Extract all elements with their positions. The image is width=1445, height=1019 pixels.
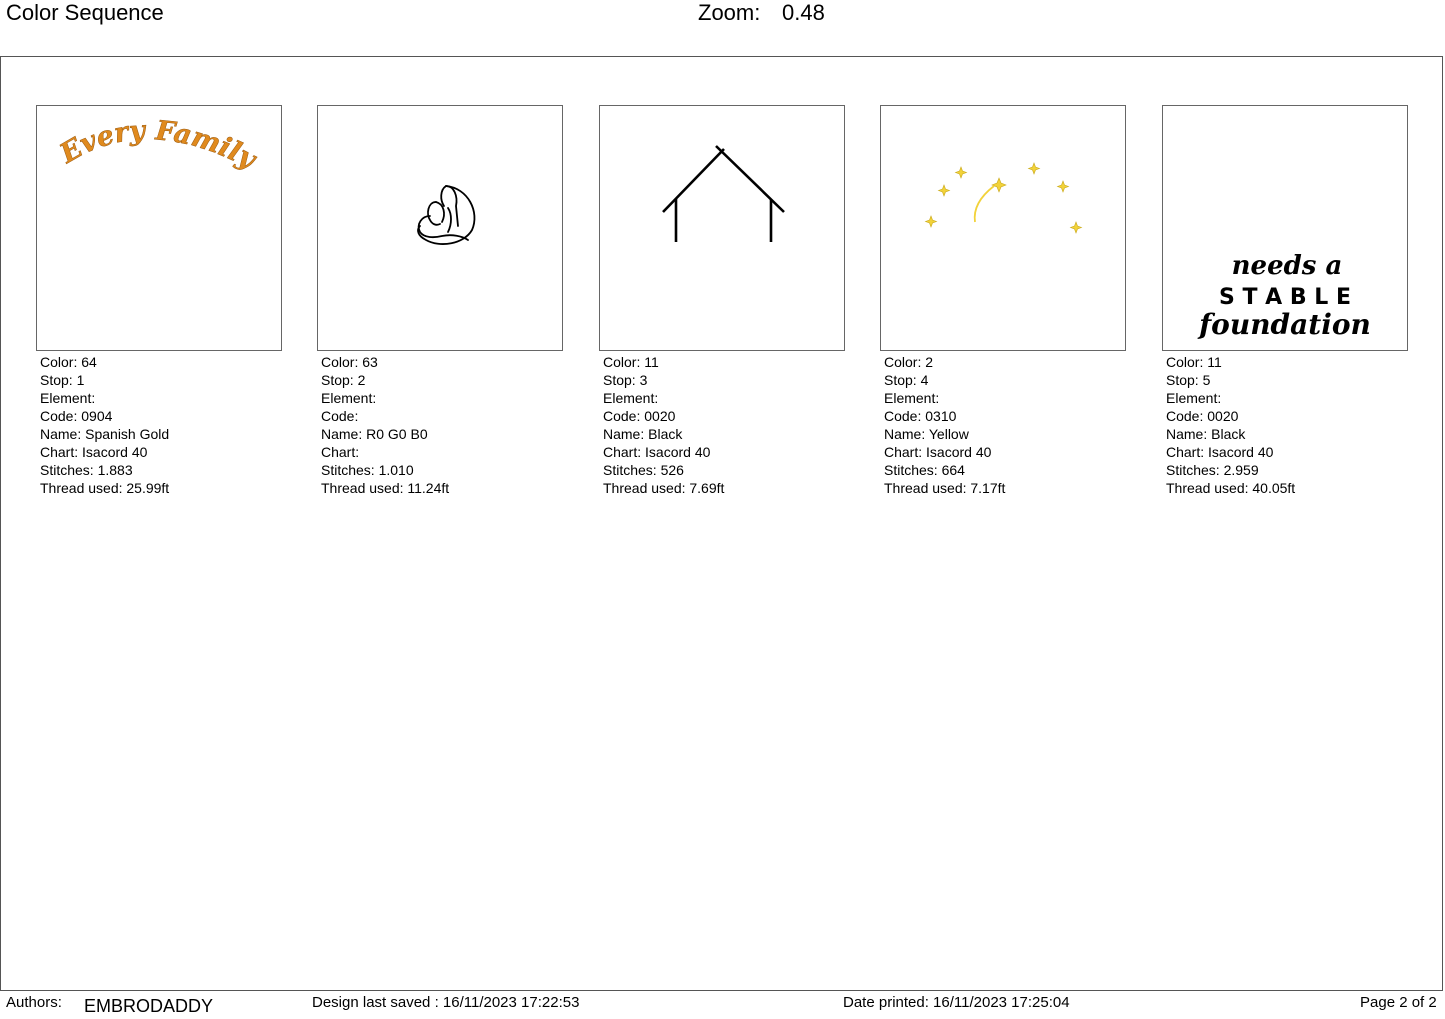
thread-code: Code: 0904 bbox=[40, 408, 113, 424]
thread-used: Thread used: 7.17ft bbox=[884, 480, 1006, 496]
stars-icon bbox=[881, 106, 1125, 350]
stop-number: Stop: 2 bbox=[321, 372, 366, 388]
stop-number: Stop: 3 bbox=[603, 372, 648, 388]
thread-chart: Chart: Isacord 40 bbox=[1166, 444, 1274, 460]
every-family-text-icon bbox=[37, 106, 281, 350]
thread-code: Code: 0020 bbox=[603, 408, 676, 424]
thread-used: Thread used: 25.99ft bbox=[40, 480, 170, 496]
footer-authors-label: Authors: bbox=[6, 994, 62, 1011]
footer-authors-value: EMBRODADDY bbox=[84, 996, 214, 1016]
thread-code: Code: 0020 bbox=[1166, 408, 1239, 424]
stitch-count: Stitches: 1.883 bbox=[40, 462, 133, 478]
zoom-label: Zoom: bbox=[698, 0, 761, 25]
thumbnail-3 bbox=[599, 105, 845, 351]
color-number: Color: 11 bbox=[1166, 354, 1222, 370]
stable-text: S T A B L E bbox=[1219, 285, 1351, 310]
thread-name: Name: R0 G0 B0 bbox=[321, 426, 428, 442]
stop-number: Stop: 5 bbox=[1166, 372, 1211, 388]
thread-used: Thread used: 40.05ft bbox=[1166, 480, 1296, 496]
thread-used: Thread used: 7.69ft bbox=[603, 480, 725, 496]
thread-code: Code: bbox=[321, 408, 359, 424]
info-block-3 bbox=[603, 353, 843, 497]
page-title: Color Sequence bbox=[6, 0, 164, 25]
thumbnail-1 bbox=[36, 105, 282, 351]
thread-chart: Chart: Isacord 40 bbox=[603, 444, 711, 460]
info-block-5 bbox=[1166, 353, 1406, 497]
color-number: Color: 2 bbox=[884, 354, 934, 370]
info-block-2 bbox=[321, 353, 561, 497]
thread-chart: Chart: Isacord 40 bbox=[884, 444, 992, 460]
element-label: Element: bbox=[40, 390, 96, 406]
info-block-4 bbox=[884, 353, 1124, 497]
footer-design-saved: Design last saved : 16/11/2023 17:22:53 bbox=[312, 994, 580, 1011]
element-label: Element: bbox=[884, 390, 940, 406]
thread-name: Name: Yellow bbox=[884, 426, 969, 442]
every-family-text: Every Family bbox=[55, 115, 261, 176]
color-number: Color: 11 bbox=[603, 354, 659, 370]
thread-chart: Chart: Isacord 40 bbox=[40, 444, 148, 460]
stitch-count: Stitches: 2.959 bbox=[1166, 462, 1259, 478]
stop-number: Stop: 4 bbox=[884, 372, 929, 388]
color-number: Color: 63 bbox=[321, 354, 378, 370]
thread-name: Name: Black bbox=[603, 426, 683, 442]
stitch-count: Stitches: 526 bbox=[603, 462, 684, 478]
stitch-count: Stitches: 664 bbox=[884, 462, 965, 478]
element-label: Element: bbox=[1166, 390, 1222, 406]
footer-date-printed: Date printed: 16/11/2023 17:25:04 bbox=[843, 994, 1070, 1011]
thread-used: Thread used: 11.24ft bbox=[321, 480, 450, 496]
footer-page-number: Page 2 of 2 bbox=[1360, 994, 1437, 1011]
thumbnail-5 bbox=[1162, 105, 1408, 351]
zoom-value: 0.48 bbox=[782, 0, 825, 25]
color-number: Color: 64 bbox=[40, 354, 97, 370]
stitch-count: Stitches: 1.010 bbox=[321, 462, 414, 478]
element-label: Element: bbox=[603, 390, 659, 406]
holy-family-icon bbox=[318, 106, 562, 350]
thread-name: Name: Spanish Gold bbox=[40, 426, 170, 442]
stop-number: Stop: 1 bbox=[40, 372, 85, 388]
stable-roof-icon bbox=[600, 106, 844, 350]
needs-a-stable-foundation-text-icon bbox=[1163, 106, 1407, 350]
thumbnail-2 bbox=[317, 105, 563, 351]
thumbnail-4 bbox=[880, 105, 1126, 351]
foundation-text: foundation bbox=[1199, 308, 1371, 341]
needs-a-text: needs a bbox=[1231, 251, 1343, 281]
element-label: Element: bbox=[321, 390, 377, 406]
info-block-1 bbox=[40, 353, 280, 497]
thread-name: Name: Black bbox=[1166, 426, 1246, 442]
thread-chart: Chart: bbox=[321, 444, 360, 460]
thread-code: Code: 0310 bbox=[884, 408, 957, 424]
